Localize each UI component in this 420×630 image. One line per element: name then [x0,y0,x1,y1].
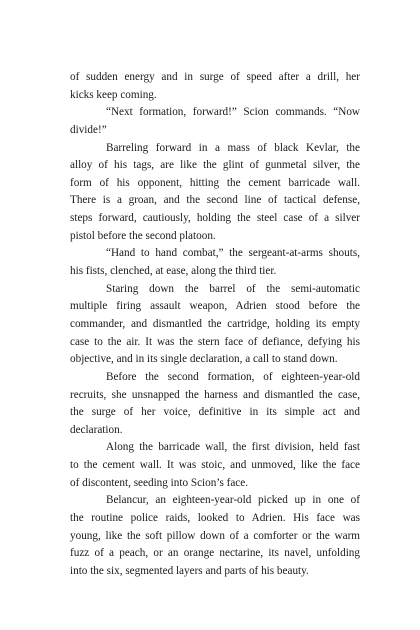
text-line: divide!” [70,123,107,136]
text-line: the surge of her voice, definitive in its simple act and [70,406,360,419]
text-line: form of his opponent, hitting the cement barricade wall. [70,176,360,189]
text-line: multiple firing assault weapon, Adrien stood before the [70,300,360,313]
text-line: to the cement wall. It was stoic, and unmoved, like the face [70,459,360,472]
text-line: declaration. [70,423,123,436]
text-line: his fists, clenched, at ease, along the third tier. [70,265,277,278]
text-line: steps forward, cautiously, holding the steel case of a silver [70,212,360,225]
text-line: “Hand to hand combat,” the sergeant-at-arms shouts, [106,247,360,260]
text-line: There is a groan, and the second line of tactical defense, [70,194,360,207]
text-line: Along the barricade wall, the first division, held fast [106,441,360,454]
text-line: Before the second formation, of eighteen-year-old [106,370,360,383]
text-line: young, like the soft pillow down of a comforter or the warm [70,529,360,542]
text-line: of sudden energy and in surge of speed after a drill, her [70,71,360,83]
text-line: “Next formation, forward!” Scion commands. “Now [106,106,360,119]
text-line: commander, and dismantled the cartridge, holding its empty [70,317,360,330]
text-line: recruits, she unsnapped the harness and dismantled the case, [70,388,360,401]
text-line: the routine police raids, looked to Adrien. His face was [70,512,360,525]
text-line: alloy of his tags, are like the glint of gunmetal silver, the [70,159,360,172]
text-line: Belancur, an eighteen-year-old picked up in one of [106,494,360,507]
text-line: objective, and in its single declaration, a call to stand down. [70,353,338,366]
body-text [70,69,360,581]
text-line: Barreling forward in a mass of black Kevlar, the [106,141,360,154]
text-line: into the six, segmented layers and parts of his beauty. [70,564,309,577]
text-line: pistol before the second platoon. [70,229,216,242]
text-line: of discontent, seeding into Scion’s face. [70,476,249,489]
text-line: fuzz of a peach, or an orange nectarine, its navel, unfolding [70,547,360,560]
text-line: case to the air. It was the stern face of defiance, defying his [70,335,360,348]
text-line: Staring down the barrel of the semi-automatic [106,282,360,295]
text-line: kicks keep coming. [70,88,157,101]
